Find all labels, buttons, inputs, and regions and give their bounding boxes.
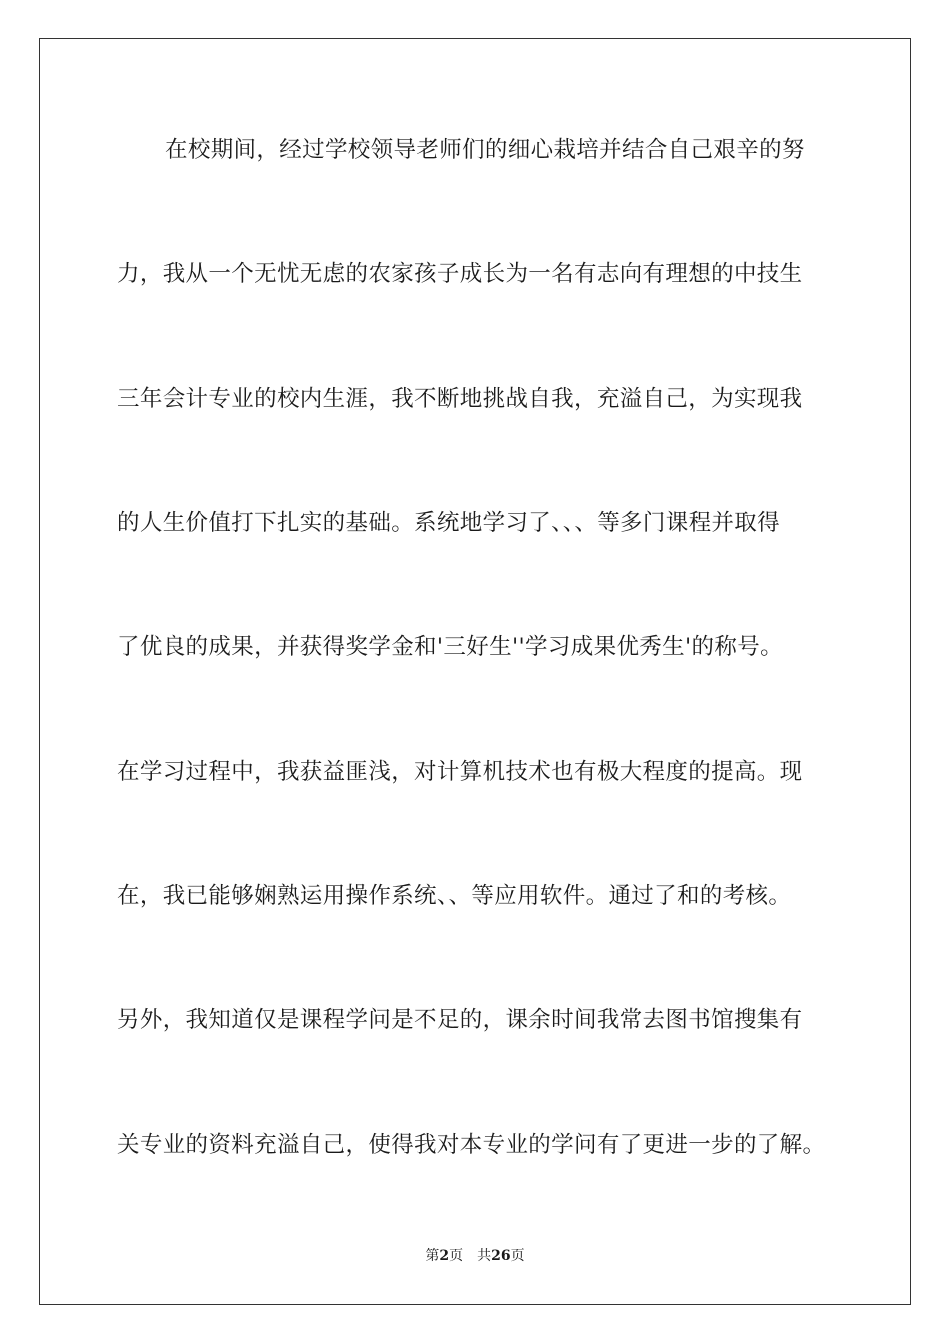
paragraph-line: 在，我已能够娴熟运用操作系统、、等应用软件。通过了和的考核。	[117, 883, 792, 909]
paragraph-line: 力，我从一个无忧无虑的农家孩子成长为一名有志向有理想的中技生	[117, 261, 803, 287]
page-footer	[0, 1247, 950, 1265]
total-suffix: 页	[510, 1248, 525, 1264]
page-prefix: 第	[425, 1248, 440, 1264]
paragraph-line: 了优良的成果，并获得奖学金和'三好生''学习成果优秀生'的称号。	[117, 634, 783, 660]
paragraph-line: 三年会计专业的校内生涯，我不断地挑战自我，充溢自己，为实现我	[117, 386, 803, 412]
paragraph-line: 关专业的资料充溢自己，使得我对本专业的学问有了更进一步的了解。	[117, 1132, 826, 1158]
paragraph-line: 在学习过程中，我获益匪浅，对计算机技术也有极大程度的提高。现	[117, 759, 803, 785]
current-page-number: 2	[439, 1248, 450, 1264]
total-prefix: 共	[477, 1248, 492, 1264]
total-pages-number: 26	[491, 1248, 511, 1264]
page-border	[39, 38, 911, 1305]
page-suffix: 页	[449, 1248, 464, 1264]
paragraph-line: 另外，我知道仅是课程学问是不足的，课余时间我常去图书馆搜集有	[117, 1007, 803, 1033]
paragraph-line: 在校期间，经过学校领导老师们的细心栽培并结合自己艰辛的努	[165, 137, 805, 163]
paragraph-line: 的人生价值打下扎实的基础。系统地学习了、、、等多门课程并取得	[117, 510, 781, 536]
